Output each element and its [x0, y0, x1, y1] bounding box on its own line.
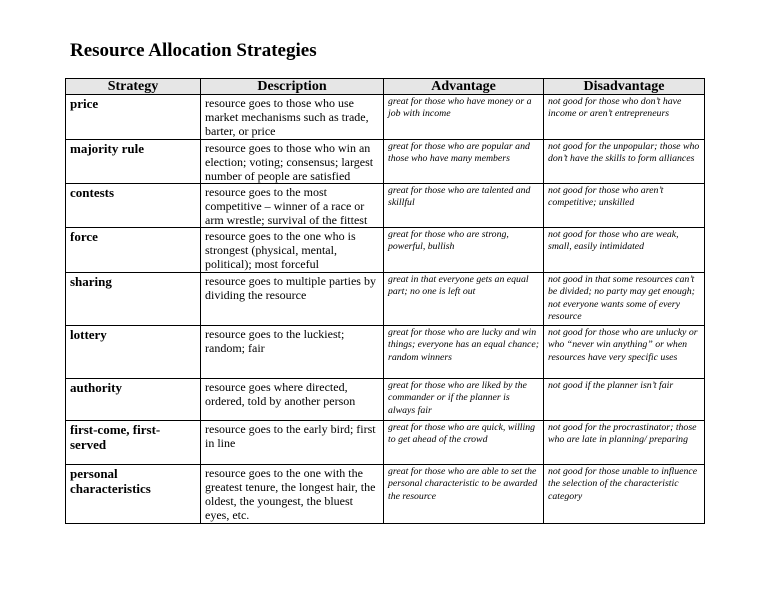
- strategy-cell: lottery: [66, 326, 201, 379]
- strategy-cell: majority rule: [66, 140, 201, 184]
- description-cell: resource goes to those who use market mechanisms such as trade, barter, or price: [201, 95, 384, 140]
- advantage-cell: great for those who are quick, willing to get ahead of the crowd: [384, 421, 544, 465]
- description-cell: resource goes where directed, ordered, told by another person: [201, 379, 384, 421]
- disadvantage-cell: not good in that some resources can’t be divided; no party may get enough; not everyone wants some of every resource: [544, 273, 705, 326]
- description-cell: resource goes to the one who is strongest (physical, mental, political); most forceful: [201, 228, 384, 273]
- table-row: [66, 379, 705, 421]
- header-row: [66, 79, 705, 95]
- advantage-cell: great for those who are liked by the commander or if the planner is always fair: [384, 379, 544, 421]
- advantage-cell: great in that everyone gets an equal part; no one is left out: [384, 273, 544, 326]
- strategy-cell: sharing: [66, 273, 201, 326]
- description-cell: resource goes to those who win an election; voting; consensus; largest number of people are satisfied: [201, 140, 384, 184]
- description-cell: resource goes to the most competitive – winner of a race or arm wrestle; survival of the fittest: [201, 184, 384, 228]
- disadvantage-cell: not good for the unpopular; those who don’t have the skills to form alliances: [544, 140, 705, 184]
- disadvantage-cell: not good for the procrastinator; those who are late in planning/ preparing: [544, 421, 705, 465]
- table-row: [66, 421, 705, 465]
- disadvantage-cell: not good for those who don’t have income or aren’t entrepreneurs: [544, 95, 705, 140]
- advantage-cell: great for those who have money or a job with income: [384, 95, 544, 140]
- header-advantage: Advantage: [384, 79, 544, 95]
- advantage-cell: great for those who are popular and those who have many members: [384, 140, 544, 184]
- disadvantage-cell: not good for those who aren’t competitive; unskilled: [544, 184, 705, 228]
- advantage-cell: great for those who are strong, powerful, bullish: [384, 228, 544, 273]
- strategy-cell: authority: [66, 379, 201, 421]
- description-cell: resource goes to the one with the greatest tenure, the longest hair, the oldest, the youngest, the bluest eyes, etc.: [201, 465, 384, 524]
- advantage-cell: great for those who are able to set the personal characteristic to be awarded the resource: [384, 465, 544, 524]
- table-row: [66, 273, 705, 326]
- table-row: [66, 228, 705, 273]
- disadvantage-cell: not good for those unable to influence the selection of the characteristic category: [544, 465, 705, 524]
- advantage-cell: great for those who are talented and skillful: [384, 184, 544, 228]
- strategies-table: [65, 78, 705, 524]
- description-cell: resource goes to multiple parties by dividing the resource: [201, 273, 384, 326]
- header-description: Description: [201, 79, 384, 95]
- disadvantage-cell: not good for those who are weak, small, easily intimidated: [544, 228, 705, 273]
- header-strategy: Strategy: [66, 79, 201, 95]
- description-cell: resource goes to the luckiest; random; fair: [201, 326, 384, 379]
- table-row: [66, 140, 705, 184]
- disadvantage-cell: not good for those who are unlucky or who “never win anything” or when resources have very specific uses: [544, 326, 705, 379]
- description-cell: resource goes to the early bird; first in line: [201, 421, 384, 465]
- disadvantage-cell: not good if the planner isn’t fair: [544, 379, 705, 421]
- advantage-cell: great for those who are lucky and win things; everyone has an equal chance; random winners: [384, 326, 544, 379]
- page-title: Resource Allocation Strategies: [70, 40, 317, 61]
- table-row: [66, 465, 705, 524]
- strategy-cell: price: [66, 95, 201, 140]
- strategy-cell: force: [66, 228, 201, 273]
- table-row: [66, 184, 705, 228]
- strategy-cell: first-come, first-served: [66, 421, 201, 465]
- header-disadvantage: Disadvantage: [544, 79, 705, 95]
- table-row: [66, 326, 705, 379]
- strategy-cell: contests: [66, 184, 201, 228]
- table-row: [66, 95, 705, 140]
- strategy-cell: personal characteristics: [66, 465, 201, 524]
